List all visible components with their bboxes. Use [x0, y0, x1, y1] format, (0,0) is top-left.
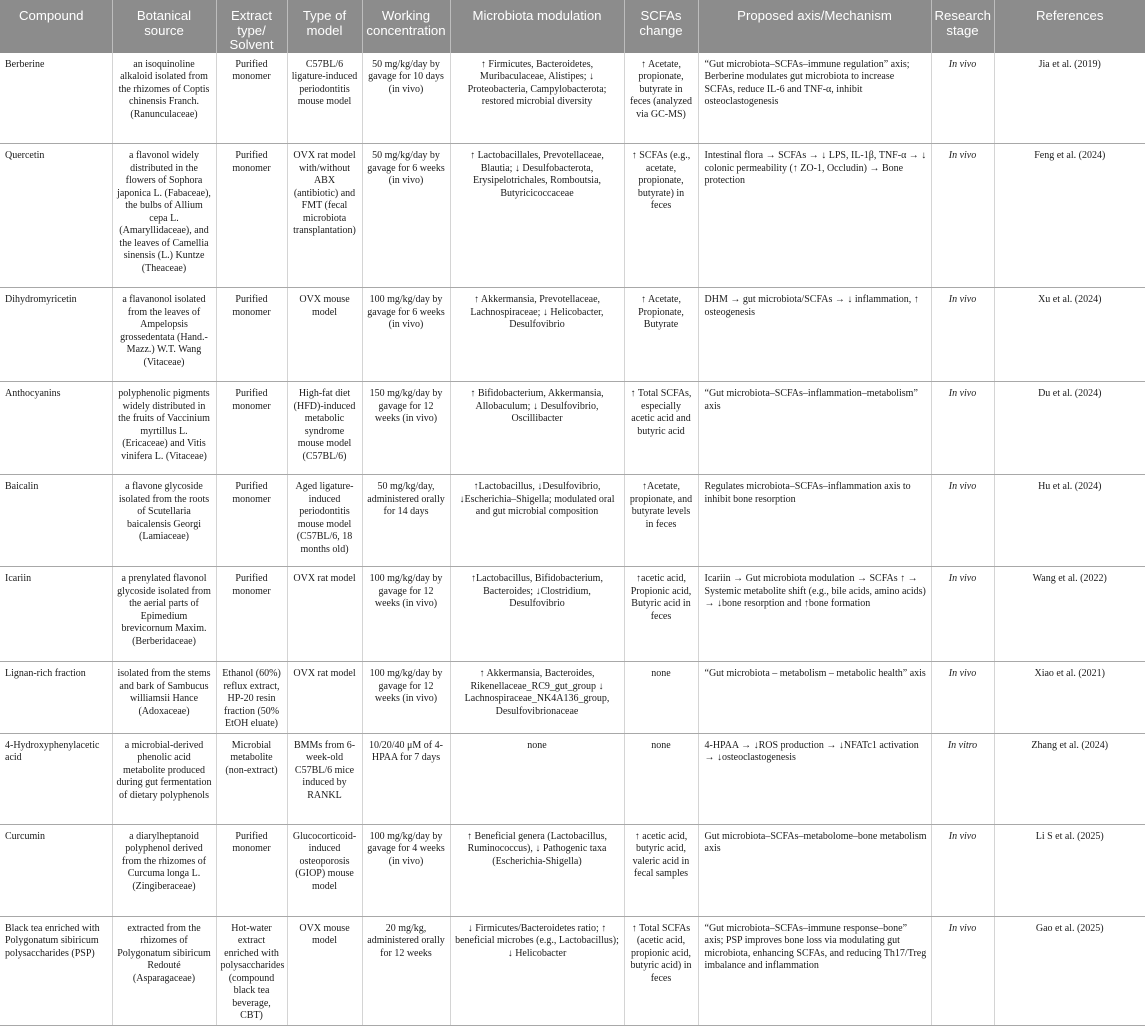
table-row: [0, 916, 1145, 1025]
table-row: [0, 824, 1145, 916]
cell-reference: Du et al. (2024): [994, 382, 1145, 475]
cell-concentration: 100 mg/kg/day by gavage for 6 weeks (in vivo): [362, 288, 450, 382]
cell-model: C57BL/6 ligature-induced periodontitis mouse model: [287, 53, 362, 144]
cell-microbiota: ↑ Akkermansia, Bacteroides, Rikenellaceae_RC9_gut_group ↓ Lachnospiraceae_NK4A136_group, Desulfovibrionaceae: [450, 662, 624, 734]
cell-stage: In vivo: [931, 144, 994, 288]
cell-microbiota: ↑Lactobacillus, ↓Desulfovibrio, ↓Escherichia–Shigella; modulated oral and gut microbial composition: [450, 475, 624, 567]
cell-source: polyphenolic pigments widely distributed in the fruits of Vaccinium myrtillus L. (Ericaceae) and Vitis vinifera L. (Vitaceae): [112, 382, 216, 475]
cell-reference: Feng et al. (2024): [994, 144, 1145, 288]
table-row: [0, 567, 1145, 662]
cell-model: Glucocorticoid-induced osteoporosis (GIOP) mouse model: [287, 824, 362, 916]
cell-concentration: 20 mg/kg, administered orally for 12 weeks: [362, 916, 450, 1025]
cell-model: OVX rat model with/without ABX (antibiotic) and FMT (fecal microbiota transplantation): [287, 144, 362, 288]
cell-stage: In vivo: [931, 916, 994, 1025]
cell-source: a microbial-derived phenolic acid metabolite produced during gut fermentation of dietary polyphenols: [112, 733, 216, 824]
cell-source: a diarylheptanoid polyphenol derived from the rhizomes of Curcuma longa L. (Zingiberaceae): [112, 824, 216, 916]
cell-model: OVX mouse model: [287, 916, 362, 1025]
cell-extract: Purified monomer: [216, 475, 287, 567]
cell-source: a flavonol widely distributed in the flowers of Sophora japonica L. (Fabaceae), the bulbs of Allium cepa L. (Amaryllidaceae), and the leaves of Camellia sinensis (L.) Kuntze (Theaceae): [112, 144, 216, 288]
cell-reference: Li S et al. (2025): [994, 824, 1145, 916]
cell-compound: 4-Hydroxyphenylacetic acid: [0, 733, 112, 824]
cell-scfas: ↑Acetate, propionate, and butyrate levels in feces: [624, 475, 698, 567]
header-botanical-source: Botanical source: [112, 0, 216, 53]
cell-stage: In vivo: [931, 662, 994, 734]
table-row: [0, 382, 1145, 475]
cell-scfas: none: [624, 662, 698, 734]
cell-extract: Purified monomer: [216, 567, 287, 662]
cell-mechanism: Icariin → Gut microbiota modulation → SCFAs ↑ → Systemic metabolite shift (e.g., bile acids, amino acids) → ↓bone resorption and ↑bone formation: [698, 567, 931, 662]
cell-compound: Curcumin: [0, 824, 112, 916]
cell-microbiota: ↓ Firmicutes/Bacteroidetes ratio; ↑ beneficial microbes (e.g., Lactobacillus); ↓ Helicobacter: [450, 916, 624, 1025]
cell-concentration: 10/20/40 μM of 4-HPAA for 7 days: [362, 733, 450, 824]
cell-compound: Dihydromyricetin: [0, 288, 112, 382]
cell-stage: In vivo: [931, 824, 994, 916]
cell-scfas: ↑ SCFAs (e.g., acetate, propionate, butyrate) in feces: [624, 144, 698, 288]
cell-extract: Purified monomer: [216, 144, 287, 288]
cell-reference: Zhang et al. (2024): [994, 733, 1145, 824]
cell-reference: Jia et al. (2019): [994, 53, 1145, 144]
cell-model: Aged ligature-induced periodontitis mouse model (C57BL/6, 18 months old): [287, 475, 362, 567]
cell-mechanism: “Gut microbiota–SCFAs–immune response–bone” axis; PSP improves bone loss via modulating gut microbiota, enhancing SCFAs, and reducing Th17/Treg imbalance and inflammation: [698, 916, 931, 1025]
table-row: [0, 475, 1145, 567]
cell-mechanism: Gut microbiota–SCFAs–metabolome–bone metabolism axis: [698, 824, 931, 916]
header-model-type: Type of model: [287, 0, 362, 53]
cell-scfas: ↑acetic acid, Propionic acid, Butyric acid in feces: [624, 567, 698, 662]
cell-microbiota: ↑ Akkermansia, Prevotellaceae, Lachnospiraceae; ↓ Helicobacter, Desulfovibrio: [450, 288, 624, 382]
cell-compound: Lignan-rich fraction: [0, 662, 112, 734]
cell-reference: Hu et al. (2024): [994, 475, 1145, 567]
cell-model: OVX rat model: [287, 662, 362, 734]
table-row: [0, 662, 1145, 734]
cell-microbiota: ↑Lactobacillus, Bifidobacterium, Bacteroides; ↓Clostridium, Desulfovibrio: [450, 567, 624, 662]
cell-mechanism: DHM → gut microbiota/SCFAs → ↓ inflammation, ↑ osteogenesis: [698, 288, 931, 382]
cell-microbiota: ↑ Bifidobacterium, Akkermansia, Allobaculum; ↓ Desulfovibrio, Oscillibacter: [450, 382, 624, 475]
cell-mechanism: 4-HPAA → ↓ROS production → ↓NFATc1 activation → ↓osteoclastogenesis: [698, 733, 931, 824]
cell-concentration: 50 mg/kg/day, administered orally for 14 days: [362, 475, 450, 567]
cell-stage: In vivo: [931, 53, 994, 144]
cell-model: High-fat diet (HFD)-induced metabolic syndrome mouse model (C57BL/6): [287, 382, 362, 475]
table-row: [0, 53, 1145, 144]
cell-mechanism: “Gut microbiota–SCFAs–inflammation–metabolism” axis: [698, 382, 931, 475]
header-extract-type: Extract type/ Solvent: [216, 0, 287, 53]
cell-compound: Quercetin: [0, 144, 112, 288]
cell-stage: In vivo: [931, 382, 994, 475]
cell-extract: Microbial metabolite (non-extract): [216, 733, 287, 824]
cell-compound: Black tea enriched with Polygonatum sibiricum polysaccharides (PSP): [0, 916, 112, 1025]
cell-mechanism: Intestinal flora → SCFAs → ↓ LPS, IL-1β, TNF-α → ↓ colonic permeability (↑ ZO-1, Occludin) → Bone protection: [698, 144, 931, 288]
cell-model: OVX rat model: [287, 567, 362, 662]
header-mechanism: Proposed axis/Mechanism: [698, 0, 931, 53]
cell-extract: Ethanol (60%) reflux extract, HP-20 resin fraction (50% EtOH eluate): [216, 662, 287, 734]
cell-mechanism: Regulates microbiota–SCFAs–inflammation axis to inhibit bone resorption: [698, 475, 931, 567]
cell-source: a flavone glycoside isolated from the roots of Scutellaria baicalensis Georgi (Lamiaceae): [112, 475, 216, 567]
cell-concentration: 100 mg/kg/day by gavage for 12 weeks (in vivo): [362, 662, 450, 734]
header-compound: Compound: [0, 0, 112, 53]
header-research-stage: Research stage: [931, 0, 994, 53]
table-row: [0, 288, 1145, 382]
cell-compound: Baicalin: [0, 475, 112, 567]
cell-extract: Purified monomer: [216, 824, 287, 916]
cell-concentration: 150 mg/kg/day by gavage for 12 weeks (in vivo): [362, 382, 450, 475]
cell-source: isolated from the stems and bark of Sambucus williamsii Hance (Adoxaceae): [112, 662, 216, 734]
header-row: [0, 0, 1145, 53]
cell-source: a flavanonol isolated from the leaves of Ampelopsis grossedentata (Hand.-Mazz.) W.T. Wang (Vitaceae): [112, 288, 216, 382]
cell-extract: Hot-water extract enriched with polysaccharides (compound black tea beverage, CBT): [216, 916, 287, 1025]
header-references: References: [994, 0, 1145, 53]
cell-concentration: 50 mg/kg/day by gavage for 10 days (in vivo): [362, 53, 450, 144]
cell-mechanism: “Gut microbiota – metabolism – metabolic health” axis: [698, 662, 931, 734]
cell-scfas: none: [624, 733, 698, 824]
table-row: [0, 144, 1145, 288]
cell-source: extracted from the rhizomes of Polygonatum sibiricum Redouté (Asparagaceae): [112, 916, 216, 1025]
cell-stage: In vivo: [931, 288, 994, 382]
cell-concentration: 100 mg/kg/day by gavage for 4 weeks (in vivo): [362, 824, 450, 916]
cell-model: OVX mouse model: [287, 288, 362, 382]
cell-compound: Icariin: [0, 567, 112, 662]
cell-reference: Xu et al. (2024): [994, 288, 1145, 382]
cell-scfas: ↑ Acetate, Propionate, Butyrate: [624, 288, 698, 382]
cell-scfas: ↑ acetic acid, butyric acid, valeric acid in fecal samples: [624, 824, 698, 916]
cell-extract: Purified monomer: [216, 288, 287, 382]
cell-source: an isoquinoline alkaloid isolated from the rhizomes of Coptis chinensis Franch. (Ranunculaceae): [112, 53, 216, 144]
cell-extract: Purified monomer: [216, 53, 287, 144]
cell-source: a prenylated flavonol glycoside isolated from the aerial parts of Epimedium brevicornum Maxim. (Berberidaceae): [112, 567, 216, 662]
cell-microbiota: ↑ Lactobacillales, Prevotellaceae, Blautia; ↓ Desulfobacterota, Erysipelotrichales, Romboutsia, Butyricicoccaceae: [450, 144, 624, 288]
cell-microbiota: none: [450, 733, 624, 824]
cell-reference: Xiao et al. (2021): [994, 662, 1145, 734]
cell-scfas: ↑ Total SCFAs (acetic acid, propionic acid, butyric acid) in feces: [624, 916, 698, 1025]
cell-stage: In vitro: [931, 733, 994, 824]
cell-microbiota: ↑ Firmicutes, Bacteroidetes, Muribaculaceae, Alistipes; ↓ Proteobacteria, Campylobacterota; restored microbial diversity: [450, 53, 624, 144]
cell-extract: Purified monomer: [216, 382, 287, 475]
header-working-concentration: Working concentration: [362, 0, 450, 53]
header-microbiota-modulation: Microbiota modulation: [450, 0, 624, 53]
cell-reference: Gao et al. (2025): [994, 916, 1145, 1025]
cell-concentration: 100 mg/kg/day by gavage for 12 weeks (in vivo): [362, 567, 450, 662]
cell-stage: In vivo: [931, 475, 994, 567]
cell-compound: Anthocyanins: [0, 382, 112, 475]
cell-model: BMMs from 6-week-old C57BL/6 mice induced by RANKL: [287, 733, 362, 824]
cell-compound: Berberine: [0, 53, 112, 144]
cell-scfas: ↑ Total SCFAs, especially acetic acid and butyric acid: [624, 382, 698, 475]
cell-microbiota: ↑ Beneficial genera (Lactobacillus, Ruminococcus), ↓ Pathogenic taxa (Escherichia-Shigella): [450, 824, 624, 916]
header-scfas-change: SCFAs change: [624, 0, 698, 53]
cell-mechanism: “Gut microbiota–SCFAs–immune regulation” axis; Berberine modulates gut microbiota to increase SCFAs, reduce IL-6 and TNF-α, inhibit osteoclastogenesis: [698, 53, 931, 144]
table-row: [0, 733, 1145, 824]
cell-concentration: 50 mg/kg/day by gavage for 6 weeks (in vivo): [362, 144, 450, 288]
cell-reference: Wang et al. (2022): [994, 567, 1145, 662]
cell-scfas: ↑ Acetate, propionate, butyrate in feces (analyzed via GC-MS): [624, 53, 698, 144]
cell-stage: In vivo: [931, 567, 994, 662]
